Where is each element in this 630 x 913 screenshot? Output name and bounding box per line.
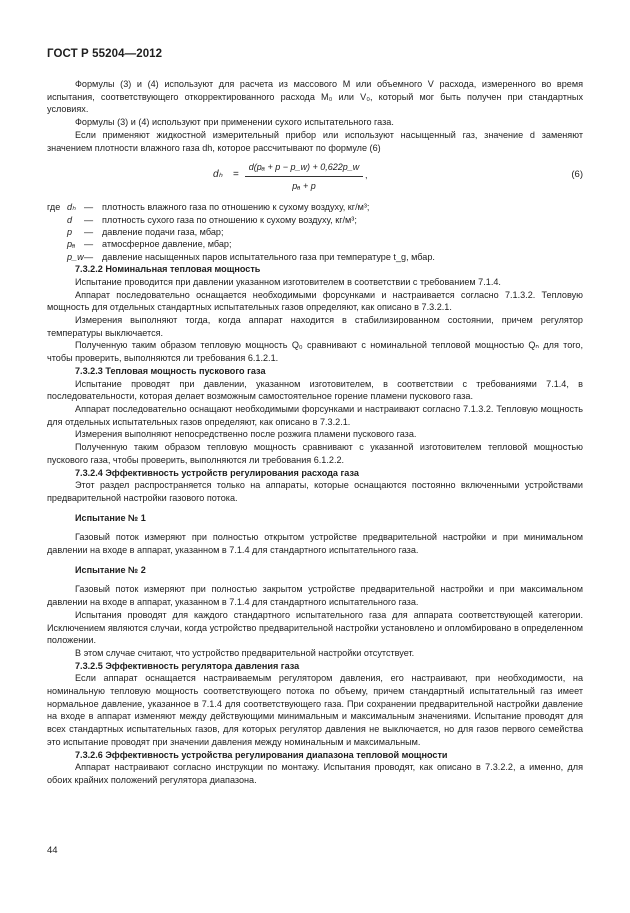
definition-where: где bbox=[47, 202, 61, 213]
definition-text: давление подачи газа, мбар; bbox=[102, 227, 224, 238]
formula-number: (6) bbox=[571, 169, 583, 181]
body-paragraph: Газовый поток измеряют при полностью закрытом устройстве предварительной настройки и при максимальном давлении на входе в аппарат, указанном в 7.1.4 для стандартного испытательного газа. bbox=[47, 584, 583, 608]
body-paragraph: Полученную таким образом тепловую мощность Q₀ сравнивают с номинальной тепловой мощностью Qₙ для того, чтобы проверить, выполняются ли требования 6.1.2.1. bbox=[47, 340, 583, 364]
definition-dash: — bbox=[84, 227, 94, 238]
definition-dash: — bbox=[84, 251, 94, 262]
section-heading: 7.3.2.5 Эффективность регулятора давления газа bbox=[75, 660, 300, 671]
formula-comma: , bbox=[365, 170, 368, 181]
definition-row bbox=[47, 251, 435, 263]
intro-paragraph: Формулы (3) и (4) используют при применении сухого испытательного газа. bbox=[75, 117, 394, 128]
formula-fraction bbox=[245, 161, 363, 192]
definition-where bbox=[47, 238, 67, 250]
intro-paragraph: Формулы (3) и (4) используют для расчета из массового M или объемного V расхода, измеренного во время испытания, соответствующего откорректированного расхода M₀ или V₀, который мог быть получен при стандартных условиях. bbox=[47, 79, 583, 115]
definition-dash: — bbox=[84, 239, 94, 250]
formula-6 bbox=[47, 161, 583, 195]
formula-denominator: pₐ + p bbox=[292, 180, 316, 191]
definition-symbol: d bbox=[67, 214, 73, 225]
definition-text: плотность сухого газа по отношению к сухому воздуху, кг/м³; bbox=[102, 214, 357, 225]
body-paragraph: Испытание проводится при давлении указанном изготовителем в соответствии с требованием 7.1.4. bbox=[75, 276, 501, 287]
section-heading: 7.3.2.2 Номинальная тепловая мощность bbox=[75, 264, 261, 275]
section-heading: 7.3.2.6 Эффективность устройства регулирования диапазона тепловой мощности bbox=[75, 749, 448, 760]
definition-symbol: pₐ bbox=[67, 239, 76, 250]
test-heading: Испытание № 2 bbox=[75, 564, 146, 575]
definition-symbol: p_w bbox=[67, 251, 84, 262]
symbol-definitions bbox=[47, 201, 435, 263]
body-paragraph: Полученную таким образом тепловую мощность сравнивают с указанной изготовителем тепловой мощностью пускового газа, чтобы проверить, выполняются ли требования 6.1.2.2. bbox=[47, 442, 583, 465]
formula-numerator: d(pₐ + p − p_w) + 0,622p_w bbox=[245, 161, 363, 177]
page-number: 44 bbox=[47, 845, 58, 856]
body-paragraph: Испытание проводят при давлении, указанном изготовителем, в соответствии с требованиями 7.1.4, в последовательности, которая делает возможным самостоятельное горение пламени пускового газа. bbox=[47, 378, 583, 402]
body-paragraph: Испытания проводят для каждого стандартного испытательного газа для аппарата соответствующей категории. Исключением являются случаи, когда устройство предварительной настройки установлено и опломбировано в определенном положении. bbox=[47, 609, 583, 646]
body-paragraph: Аппарат последовательно оснащается необходимыми форсунками и настраивается согласно 7.1.3.2. Тепловую мощность для отдельных стандартных испытательных газов определяют, как описано в 7.3.2.1. bbox=[47, 289, 583, 313]
definition-text: давление насыщенных паров испытательного газа при температуре t_g, мбар. bbox=[102, 251, 435, 262]
definition-where bbox=[47, 226, 67, 238]
definition-row bbox=[47, 214, 435, 226]
test-heading: Испытание № 1 bbox=[75, 512, 146, 523]
body-paragraph: Этот раздел распространяется только на аппараты, которые оснащаются постоянно включенными устройствами предварительной настройки газового потока. bbox=[47, 480, 583, 503]
definition-where bbox=[47, 251, 67, 263]
body-paragraph: Аппарат последовательно оснащают необходимыми форсунками и настраивают согласно 7.1.3.2. Тепловую мощность для отдельных испытательных газов определяют, как описано в 7.3.2.1. bbox=[47, 403, 583, 427]
definition-text: атмосферное давление, мбар; bbox=[102, 239, 232, 250]
intro-paragraph: Если применяют жидкостной измерительный прибор или используют насыщенный газ, значение d заменяют значением плотности влажного газа dh, которое рассчитывают по формуле (6) bbox=[47, 129, 583, 153]
formula-lhs: dₕ bbox=[213, 169, 223, 181]
definition-symbol: dₕ bbox=[67, 202, 76, 213]
intro-section bbox=[47, 78, 583, 154]
document-body bbox=[47, 78, 583, 787]
definition-symbol: p bbox=[67, 227, 73, 238]
definition-row bbox=[47, 226, 435, 238]
body-paragraph: Газовый поток измеряют при полностью открытом устройстве предварительной настройки и при минимальном давлении на входе в аппарат, указанном в 7.1.4 для стандартного испытательного газа. bbox=[47, 532, 583, 556]
body-paragraph: В этом случае считают, что устройство предварительной настройки отсутствует. bbox=[75, 647, 415, 658]
formula-equals: = bbox=[233, 169, 239, 181]
definition-row bbox=[47, 238, 435, 250]
definition-text: плотность влажного газа по отношению к сухому воздуху, кг/м³; bbox=[102, 202, 370, 213]
body-paragraph: Измерения выполняют тогда, когда аппарат находится в стабилизированном состоянии, причем регулятор температуры выключается. bbox=[47, 315, 583, 338]
section-heading: 7.3.2.4 Эффективность устройств регулирования расхода газа bbox=[75, 467, 359, 478]
body-paragraph: Если аппарат оснащается настраиваемым регулятором давления, его настраивают, при необходимости, на номинальную тепловую мощность соответствующего потока по объему, причем стандартный испытательный газ имеет нормальное давление, указанное в 7.1.4 для соответствующего газа. При сохранении предварительной настройки давление на входе в аппарат изменяют между действующими минимальным и максимальным значениями. Испытание проводят для всех стандартных испытательных газов, для которых регулятор давления не выключается, но для газов первого семейства это испытание проводят при значении давления между номинальным и максимальным. bbox=[47, 673, 583, 747]
sections-flow bbox=[47, 263, 583, 786]
definition-row bbox=[47, 201, 435, 213]
definition-dash: — bbox=[84, 202, 94, 213]
definition-dash: — bbox=[84, 214, 94, 225]
body-paragraph: Аппарат настраивают согласно инструкции по монтажу. Испытания проводят, как описано в 7.3.2.2, а именно, для обоих крайних положений регулятора диапазона. bbox=[47, 762, 583, 785]
standard-code-header: ГОСТ Р 55204—2012 bbox=[47, 48, 163, 60]
definition-where bbox=[47, 214, 67, 226]
body-paragraph: Измерения выполняют непосредственно после розжига пламени пускового газа. bbox=[75, 429, 417, 440]
section-heading: 7.3.2.3 Тепловая мощность пускового газа bbox=[75, 365, 266, 376]
